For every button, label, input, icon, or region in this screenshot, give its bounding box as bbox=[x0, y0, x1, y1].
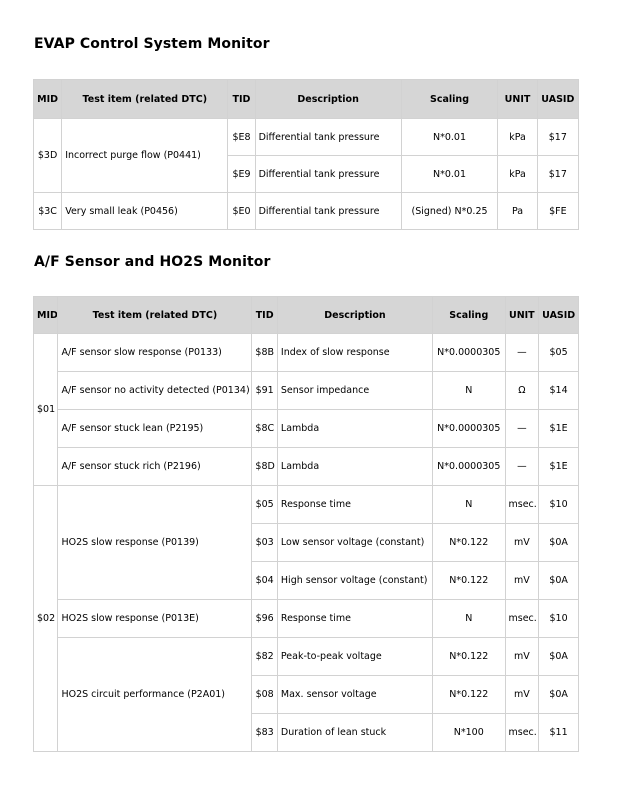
header-mid: MID bbox=[34, 297, 57, 333]
test-item-cell: Incorrect purge flow (P0441) bbox=[62, 119, 227, 192]
header-scaling: Scaling bbox=[402, 80, 498, 118]
scaling-cell: N*0.122 bbox=[433, 524, 504, 561]
uasid-cell: $1E bbox=[539, 448, 578, 485]
table-row bbox=[34, 638, 578, 675]
header-uasid: UASID bbox=[538, 80, 578, 118]
test-item-cell: HO2S slow response (P013E) bbox=[58, 600, 251, 637]
desc-cell: Response time bbox=[278, 600, 432, 637]
tid-cell: $E0 bbox=[228, 193, 254, 229]
desc-cell: Duration of lean stuck bbox=[278, 714, 432, 751]
unit-cell: mV bbox=[506, 562, 539, 599]
scaling-cell: N*0.122 bbox=[433, 638, 504, 675]
mid-cell: $02 bbox=[34, 486, 57, 751]
af-ho2s-monitor-table bbox=[33, 296, 579, 752]
af-section-title: A/F Sensor and HO2S Monitor bbox=[34, 254, 271, 270]
mid-cell: $3D bbox=[34, 119, 61, 192]
uasid-cell: $17 bbox=[538, 156, 578, 192]
desc-cell: Peak-to-peak voltage bbox=[278, 638, 432, 675]
scaling-cell: N*100 bbox=[433, 714, 504, 751]
tid-cell: $05 bbox=[252, 486, 277, 523]
desc-cell: Low sensor voltage (constant) bbox=[278, 524, 432, 561]
desc-cell: Max. sensor voltage bbox=[278, 676, 432, 713]
tid-cell: $82 bbox=[252, 638, 277, 675]
header-tid: TID bbox=[228, 80, 254, 118]
uasid-cell: $10 bbox=[539, 486, 578, 523]
scaling-cell: N*0.01 bbox=[402, 156, 498, 192]
mid-cell: $01 bbox=[34, 334, 57, 485]
table-row bbox=[34, 372, 578, 409]
desc-cell: Index of slow response bbox=[278, 334, 432, 371]
tid-cell: $E8 bbox=[228, 119, 254, 155]
desc-cell: Response time bbox=[278, 486, 432, 523]
table-row bbox=[34, 119, 578, 155]
tid-cell: $E9 bbox=[228, 156, 254, 192]
scaling-cell: (Signed) N*0.25 bbox=[402, 193, 498, 229]
test-item-cell: A/F sensor no activity detected (P0134) bbox=[58, 372, 251, 409]
scaling-cell: N bbox=[433, 372, 504, 409]
mid-cell: $3C bbox=[34, 193, 61, 229]
uasid-cell: $11 bbox=[539, 714, 578, 751]
header-scaling: Scaling bbox=[433, 297, 504, 333]
table-row bbox=[34, 334, 578, 371]
uasid-cell: $10 bbox=[539, 600, 578, 637]
desc-cell: High sensor voltage (constant) bbox=[278, 562, 432, 599]
desc-cell: Lambda bbox=[278, 410, 432, 447]
scaling-cell: N*0.01 bbox=[402, 119, 498, 155]
test-item-cell: Very small leak (P0456) bbox=[62, 193, 227, 229]
test-item-cell: A/F sensor slow response (P0133) bbox=[58, 334, 251, 371]
header-tid: TID bbox=[252, 297, 277, 333]
unit-cell: — bbox=[506, 334, 539, 371]
test-item-cell: HO2S circuit performance (P2A01) bbox=[58, 638, 251, 751]
header-unit: UNIT bbox=[498, 80, 536, 118]
unit-cell: Ω bbox=[506, 372, 539, 409]
table-row bbox=[34, 448, 578, 485]
header-uasid: UASID bbox=[539, 297, 578, 333]
table-row bbox=[34, 600, 578, 637]
scaling-cell: N*0.0000305 bbox=[433, 448, 504, 485]
unit-cell: msec. bbox=[506, 486, 539, 523]
table-row bbox=[34, 486, 578, 523]
unit-cell: — bbox=[506, 448, 539, 485]
header-desc: Description bbox=[278, 297, 432, 333]
unit-cell: kPa bbox=[498, 156, 536, 192]
unit-cell: mV bbox=[506, 524, 539, 561]
evap-section-title: EVAP Control System Monitor bbox=[34, 36, 270, 52]
desc-cell: Sensor impedance bbox=[278, 372, 432, 409]
desc-cell: Lambda bbox=[278, 448, 432, 485]
unit-cell: mV bbox=[506, 638, 539, 675]
unit-cell: mV bbox=[506, 676, 539, 713]
desc-cell: Differential tank pressure bbox=[256, 119, 401, 155]
table-row bbox=[34, 193, 578, 229]
table-row bbox=[34, 410, 578, 447]
header-test: Test item (related DTC) bbox=[62, 80, 227, 118]
tid-cell: $8D bbox=[252, 448, 277, 485]
tid-cell: $04 bbox=[252, 562, 277, 599]
header-unit: UNIT bbox=[506, 297, 539, 333]
scaling-cell: N*0.0000305 bbox=[433, 334, 504, 371]
uasid-cell: $0A bbox=[539, 524, 578, 561]
header-desc: Description bbox=[256, 80, 401, 118]
scaling-cell: N bbox=[433, 486, 504, 523]
header-mid: MID bbox=[34, 80, 61, 118]
scaling-cell: N*0.122 bbox=[433, 562, 504, 599]
evap-monitor-table bbox=[33, 79, 579, 230]
unit-cell: msec. bbox=[506, 600, 539, 637]
unit-cell: msec. bbox=[506, 714, 539, 751]
desc-cell: Differential tank pressure bbox=[256, 193, 401, 229]
test-item-cell: HO2S slow response (P0139) bbox=[58, 486, 251, 599]
uasid-cell: $14 bbox=[539, 372, 578, 409]
scaling-cell: N bbox=[433, 600, 504, 637]
desc-cell: Differential tank pressure bbox=[256, 156, 401, 192]
tid-cell: $08 bbox=[252, 676, 277, 713]
header-test: Test item (related DTC) bbox=[58, 297, 251, 333]
unit-cell: kPa bbox=[498, 119, 536, 155]
uasid-cell: $1E bbox=[539, 410, 578, 447]
tid-cell: $03 bbox=[252, 524, 277, 561]
tid-cell: $83 bbox=[252, 714, 277, 751]
tid-cell: $8B bbox=[252, 334, 277, 371]
uasid-cell: $05 bbox=[539, 334, 578, 371]
uasid-cell: $0A bbox=[539, 676, 578, 713]
test-item-cell: A/F sensor stuck rich (P2196) bbox=[58, 448, 251, 485]
test-item-cell: A/F sensor stuck lean (P2195) bbox=[58, 410, 251, 447]
uasid-cell: $FE bbox=[538, 193, 578, 229]
scaling-cell: N*0.122 bbox=[433, 676, 504, 713]
scaling-cell: N*0.0000305 bbox=[433, 410, 504, 447]
unit-cell: — bbox=[506, 410, 539, 447]
unit-cell: Pa bbox=[498, 193, 536, 229]
uasid-cell: $17 bbox=[538, 119, 578, 155]
tid-cell: $96 bbox=[252, 600, 277, 637]
uasid-cell: $0A bbox=[539, 562, 578, 599]
uasid-cell: $0A bbox=[539, 638, 578, 675]
tid-cell: $8C bbox=[252, 410, 277, 447]
tid-cell: $91 bbox=[252, 372, 277, 409]
